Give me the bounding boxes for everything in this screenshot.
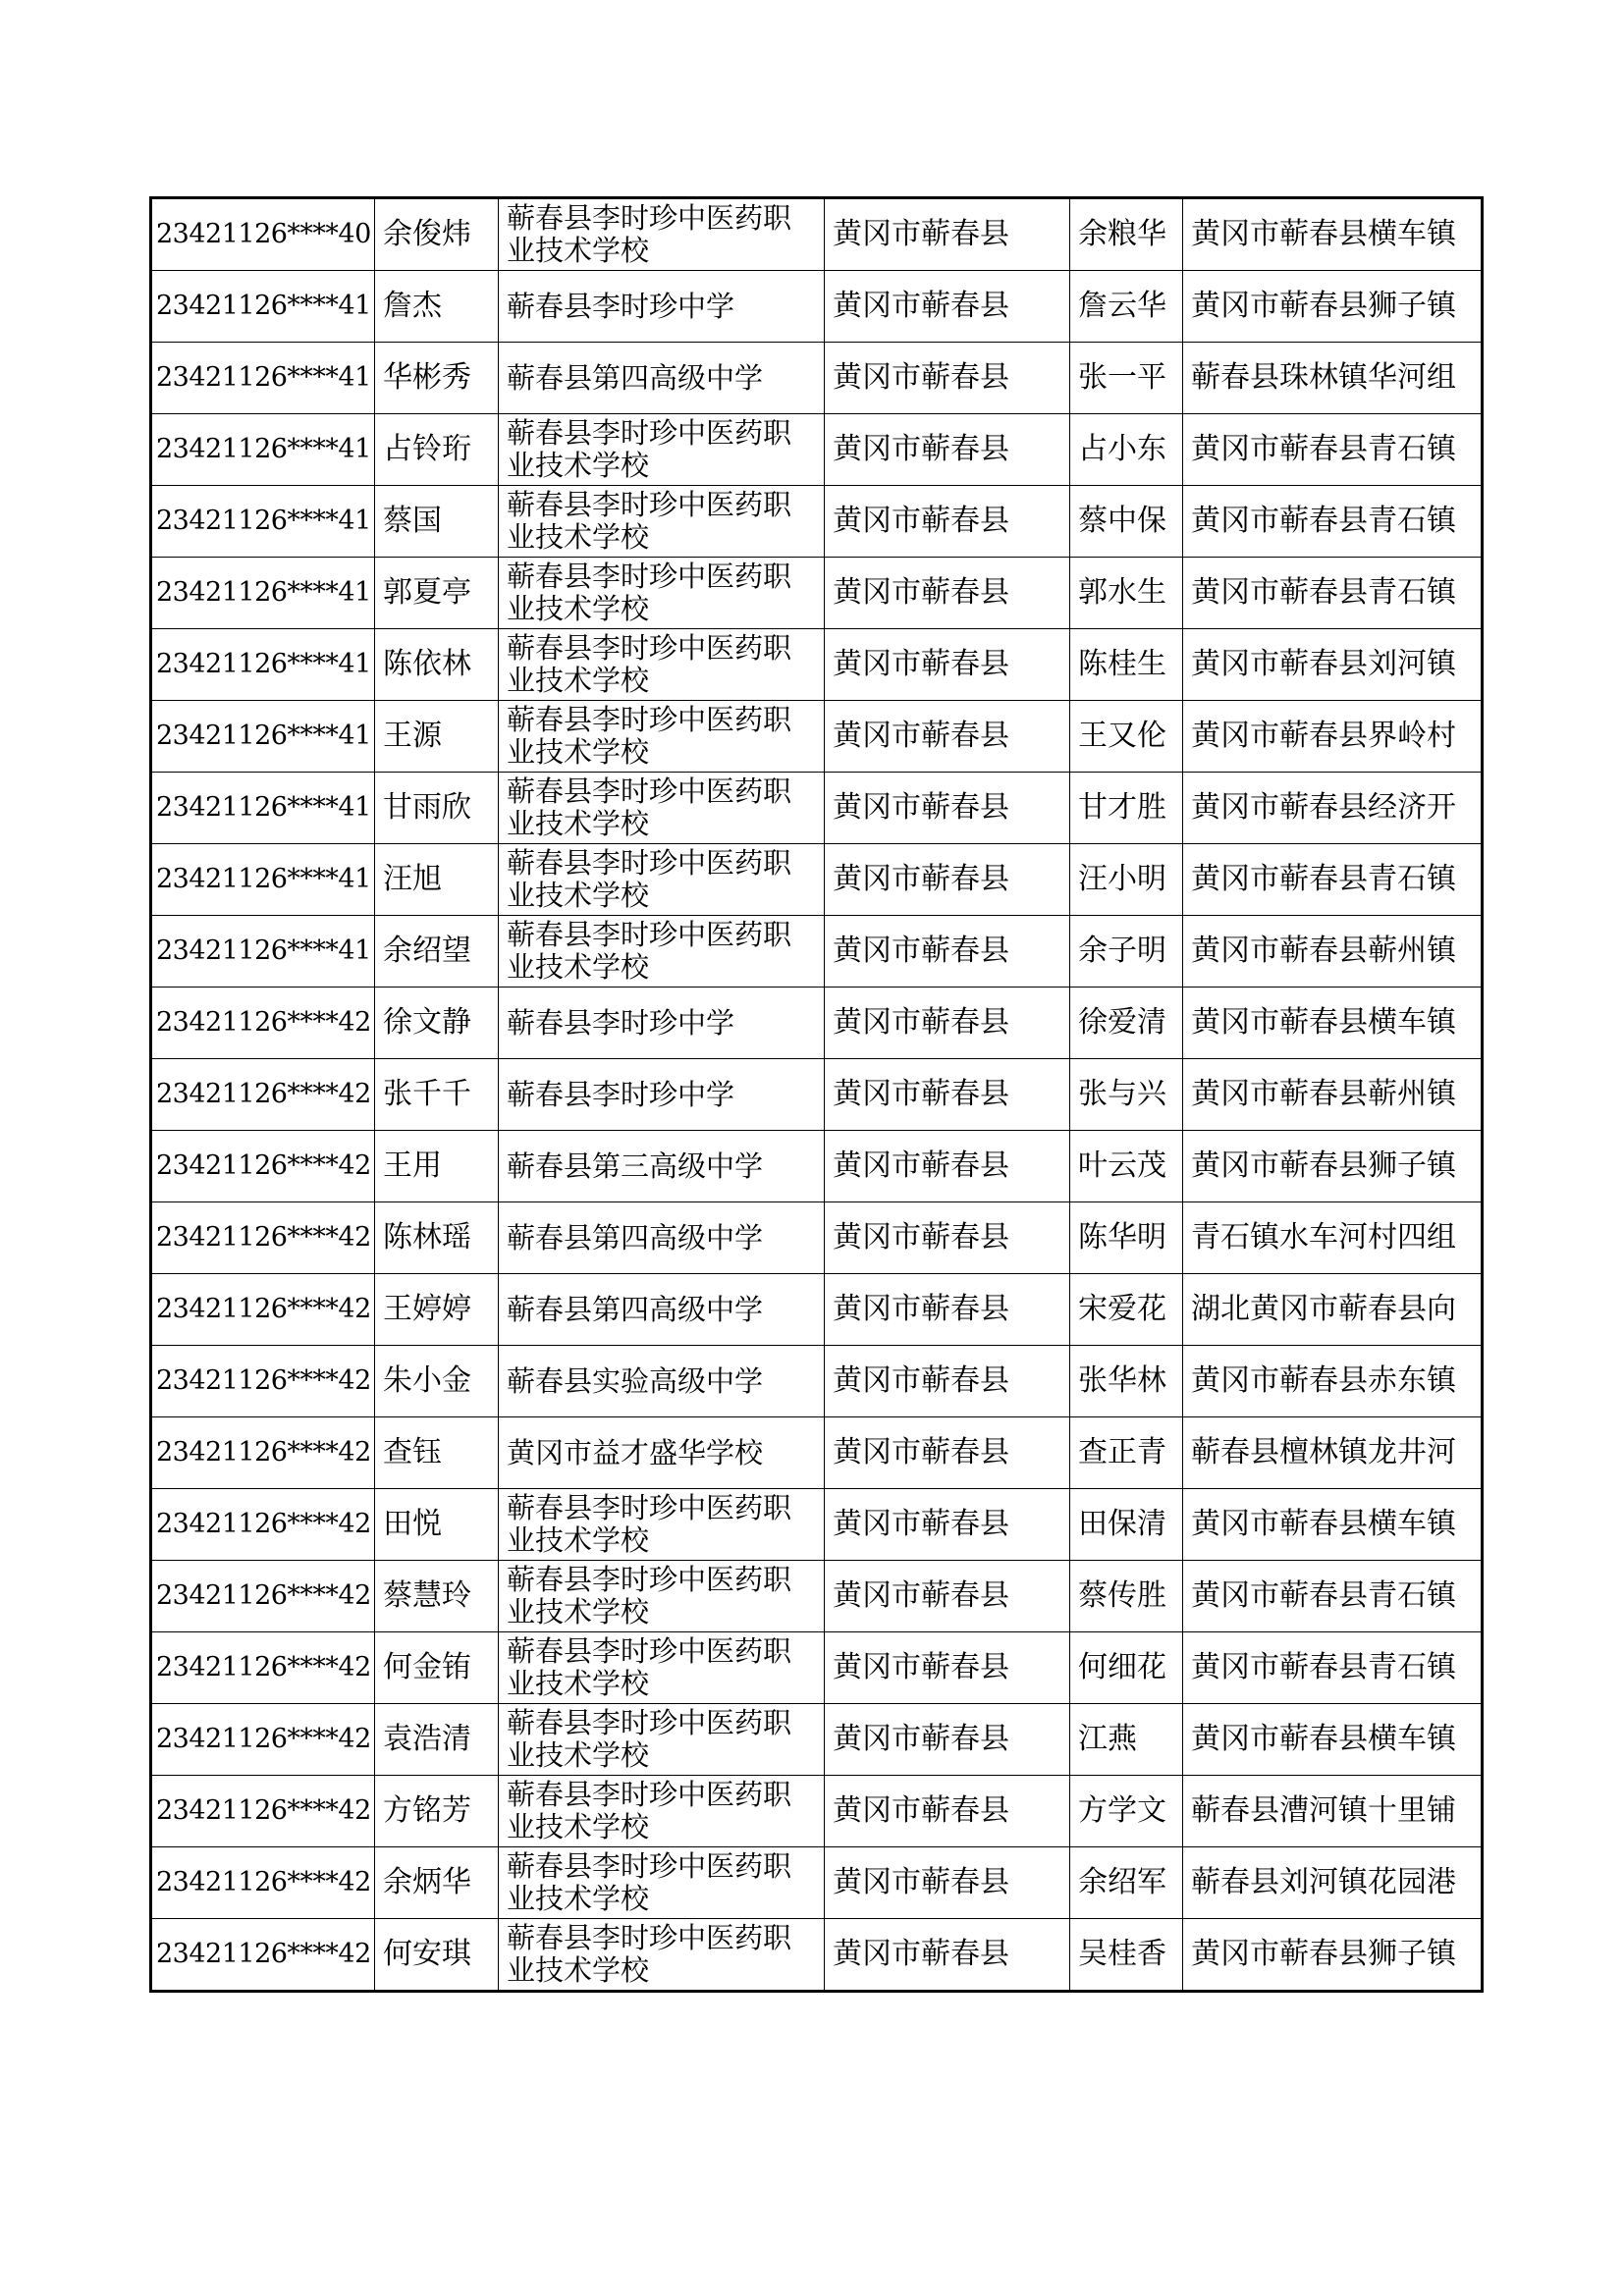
name-cell: 朱小金 xyxy=(375,1346,499,1417)
address-cell: 蕲春县珠林镇华河组 xyxy=(1183,343,1483,414)
table-row xyxy=(151,1131,1483,1202)
guardian-cell: 汪小明 xyxy=(1070,844,1183,916)
name-cell: 陈林瑶 xyxy=(375,1202,499,1274)
school-cell: 蕲春县李时珍中医药职业技术学校 xyxy=(499,486,825,558)
name-cell: 余炳华 xyxy=(375,1847,499,1919)
address-cell: 黄冈市蕲春县横车镇 xyxy=(1183,988,1483,1059)
table-row xyxy=(151,1202,1483,1274)
table-row xyxy=(151,1632,1483,1704)
region-cell: 黄冈市蕲春县 xyxy=(825,414,1070,486)
table-row xyxy=(151,1704,1483,1776)
id-cell: 23421126****41 xyxy=(151,414,375,486)
address-cell: 黄冈市蕲春县青石镇 xyxy=(1183,486,1483,558)
school-cell: 蕲春县李时珍中学 xyxy=(499,988,825,1059)
address-cell: 黄冈市蕲春县狮子镇 xyxy=(1183,271,1483,343)
guardian-cell: 陈桂生 xyxy=(1070,629,1183,701)
id-cell: 23421126****42 xyxy=(151,1704,375,1776)
region-cell: 黄冈市蕲春县 xyxy=(825,558,1070,629)
region-cell: 黄冈市蕲春县 xyxy=(825,1561,1070,1632)
guardian-cell: 王又伦 xyxy=(1070,701,1183,773)
school-cell: 蕲春县李时珍中医药职业技术学校 xyxy=(499,1847,825,1919)
address-cell: 黄冈市蕲春县狮子镇 xyxy=(1183,1131,1483,1202)
region-cell: 黄冈市蕲春县 xyxy=(825,1847,1070,1919)
region-cell: 黄冈市蕲春县 xyxy=(825,1919,1070,1992)
name-cell: 张千千 xyxy=(375,1059,499,1131)
name-cell: 华彬秀 xyxy=(375,343,499,414)
table-row xyxy=(151,1417,1483,1489)
address-cell: 黄冈市蕲春县青石镇 xyxy=(1183,1561,1483,1632)
id-cell: 23421126****41 xyxy=(151,558,375,629)
student-table xyxy=(149,196,1484,1993)
name-cell: 蔡慧玲 xyxy=(375,1561,499,1632)
address-cell: 青石镇水车河村四组 xyxy=(1183,1202,1483,1274)
school-cell: 蕲春县李时珍中医药职业技术学校 xyxy=(499,916,825,988)
region-cell: 黄冈市蕲春县 xyxy=(825,1632,1070,1704)
name-cell: 陈依林 xyxy=(375,629,499,701)
id-cell: 23421126****42 xyxy=(151,1417,375,1489)
address-cell: 蕲春县檀林镇龙井河 xyxy=(1183,1417,1483,1489)
region-cell: 黄冈市蕲春县 xyxy=(825,773,1070,844)
region-cell: 黄冈市蕲春县 xyxy=(825,1346,1070,1417)
name-cell: 何金铕 xyxy=(375,1632,499,1704)
table-row xyxy=(151,629,1483,701)
id-cell: 23421126****42 xyxy=(151,1489,375,1561)
address-cell: 黄冈市蕲春县赤东镇 xyxy=(1183,1346,1483,1417)
guardian-cell: 查正青 xyxy=(1070,1417,1183,1489)
name-cell: 甘雨欣 xyxy=(375,773,499,844)
guardian-cell: 蔡中保 xyxy=(1070,486,1183,558)
school-cell: 蕲春县李时珍中学 xyxy=(499,271,825,343)
region-cell: 黄冈市蕲春县 xyxy=(825,486,1070,558)
name-cell: 余俊炜 xyxy=(375,198,499,271)
name-cell: 王用 xyxy=(375,1131,499,1202)
guardian-cell: 张与兴 xyxy=(1070,1059,1183,1131)
guardian-cell: 何细花 xyxy=(1070,1632,1183,1704)
address-cell: 蕲春县漕河镇十里铺 xyxy=(1183,1776,1483,1847)
guardian-cell: 甘才胜 xyxy=(1070,773,1183,844)
region-cell: 黄冈市蕲春县 xyxy=(825,198,1070,271)
school-cell: 蕲春县李时珍中医药职业技术学校 xyxy=(499,773,825,844)
table-row xyxy=(151,1847,1483,1919)
guardian-cell: 田保清 xyxy=(1070,1489,1183,1561)
guardian-cell: 江燕 xyxy=(1070,1704,1183,1776)
id-cell: 23421126****41 xyxy=(151,916,375,988)
guardian-cell: 郭水生 xyxy=(1070,558,1183,629)
region-cell: 黄冈市蕲春县 xyxy=(825,988,1070,1059)
region-cell: 黄冈市蕲春县 xyxy=(825,1489,1070,1561)
name-cell: 余绍望 xyxy=(375,916,499,988)
id-cell: 23421126****41 xyxy=(151,271,375,343)
address-cell: 黄冈市蕲春县青石镇 xyxy=(1183,1632,1483,1704)
region-cell: 黄冈市蕲春县 xyxy=(825,1776,1070,1847)
region-cell: 黄冈市蕲春县 xyxy=(825,629,1070,701)
id-cell: 23421126****42 xyxy=(151,1776,375,1847)
guardian-cell: 徐爱清 xyxy=(1070,988,1183,1059)
school-cell: 蕲春县李时珍中医药职业技术学校 xyxy=(499,198,825,271)
table-row xyxy=(151,1274,1483,1346)
address-cell: 黄冈市蕲春县青石镇 xyxy=(1183,844,1483,916)
region-cell: 黄冈市蕲春县 xyxy=(825,1274,1070,1346)
school-cell: 蕲春县第四高级中学 xyxy=(499,1202,825,1274)
school-cell: 蕲春县李时珍中医药职业技术学校 xyxy=(499,1632,825,1704)
school-cell: 蕲春县李时珍中医药职业技术学校 xyxy=(499,1776,825,1847)
region-cell: 黄冈市蕲春县 xyxy=(825,701,1070,773)
guardian-cell: 占小东 xyxy=(1070,414,1183,486)
region-cell: 黄冈市蕲春县 xyxy=(825,343,1070,414)
school-cell: 黄冈市益才盛华学校 xyxy=(499,1417,825,1489)
table-row xyxy=(151,1489,1483,1561)
id-cell: 23421126****42 xyxy=(151,1059,375,1131)
region-cell: 黄冈市蕲春县 xyxy=(825,916,1070,988)
id-cell: 23421126****41 xyxy=(151,844,375,916)
address-cell: 黄冈市蕲春县界岭村 xyxy=(1183,701,1483,773)
region-cell: 黄冈市蕲春县 xyxy=(825,844,1070,916)
region-cell: 黄冈市蕲春县 xyxy=(825,1704,1070,1776)
name-cell: 王婷婷 xyxy=(375,1274,499,1346)
school-cell: 蕲春县李时珍中学 xyxy=(499,1059,825,1131)
address-cell: 黄冈市蕲春县青石镇 xyxy=(1183,558,1483,629)
table-row xyxy=(151,414,1483,486)
address-cell: 黄冈市蕲春县蕲州镇 xyxy=(1183,916,1483,988)
name-cell: 汪旭 xyxy=(375,844,499,916)
guardian-cell: 余粮华 xyxy=(1070,198,1183,271)
id-cell: 23421126****42 xyxy=(151,1919,375,1992)
id-cell: 23421126****42 xyxy=(151,1847,375,1919)
school-cell: 蕲春县李时珍中医药职业技术学校 xyxy=(499,844,825,916)
school-cell: 蕲春县李时珍中医药职业技术学校 xyxy=(499,629,825,701)
address-cell: 黄冈市蕲春县经济开 xyxy=(1183,773,1483,844)
name-cell: 何安琪 xyxy=(375,1919,499,1992)
id-cell: 23421126****41 xyxy=(151,486,375,558)
table-row xyxy=(151,773,1483,844)
guardian-cell: 宋爱花 xyxy=(1070,1274,1183,1346)
name-cell: 郭夏亭 xyxy=(375,558,499,629)
table-row xyxy=(151,701,1483,773)
name-cell: 方铭芳 xyxy=(375,1776,499,1847)
table-row xyxy=(151,558,1483,629)
address-cell: 黄冈市蕲春县蕲州镇 xyxy=(1183,1059,1483,1131)
id-cell: 23421126****42 xyxy=(151,1202,375,1274)
id-cell: 23421126****41 xyxy=(151,773,375,844)
school-cell: 蕲春县实验高级中学 xyxy=(499,1346,825,1417)
name-cell: 袁浩清 xyxy=(375,1704,499,1776)
id-cell: 23421126****42 xyxy=(151,1561,375,1632)
address-cell: 黄冈市蕲春县青石镇 xyxy=(1183,414,1483,486)
table-row xyxy=(151,1776,1483,1847)
id-cell: 23421126****41 xyxy=(151,343,375,414)
address-cell: 黄冈市蕲春县狮子镇 xyxy=(1183,1919,1483,1992)
table-body xyxy=(151,198,1483,1992)
id-cell: 23421126****42 xyxy=(151,1632,375,1704)
school-cell: 蕲春县第三高级中学 xyxy=(499,1131,825,1202)
id-cell: 23421126****42 xyxy=(151,1274,375,1346)
school-cell: 蕲春县李时珍中医药职业技术学校 xyxy=(499,1704,825,1776)
id-cell: 23421126****40 xyxy=(151,198,375,271)
name-cell: 蔡国 xyxy=(375,486,499,558)
guardian-cell: 张华林 xyxy=(1070,1346,1183,1417)
table-row xyxy=(151,271,1483,343)
guardian-cell: 詹云华 xyxy=(1070,271,1183,343)
address-cell: 湖北黄冈市蕲春县向 xyxy=(1183,1274,1483,1346)
table-row xyxy=(151,1919,1483,1992)
name-cell: 占铃珩 xyxy=(375,414,499,486)
id-cell: 23421126****41 xyxy=(151,701,375,773)
table-row xyxy=(151,844,1483,916)
school-cell: 蕲春县李时珍中医药职业技术学校 xyxy=(499,1919,825,1992)
name-cell: 田悦 xyxy=(375,1489,499,1561)
address-cell: 黄冈市蕲春县刘河镇 xyxy=(1183,629,1483,701)
school-cell: 蕲春县李时珍中医药职业技术学校 xyxy=(499,1489,825,1561)
table-row xyxy=(151,1059,1483,1131)
school-cell: 蕲春县第四高级中学 xyxy=(499,343,825,414)
guardian-cell: 方学文 xyxy=(1070,1776,1183,1847)
name-cell: 王源 xyxy=(375,701,499,773)
name-cell: 徐文静 xyxy=(375,988,499,1059)
address-cell: 蕲春县刘河镇花园港 xyxy=(1183,1847,1483,1919)
guardian-cell: 吴桂香 xyxy=(1070,1919,1183,1992)
id-cell: 23421126****42 xyxy=(151,988,375,1059)
address-cell: 黄冈市蕲春县横车镇 xyxy=(1183,1704,1483,1776)
guardian-cell: 蔡传胜 xyxy=(1070,1561,1183,1632)
table-row xyxy=(151,486,1483,558)
guardian-cell: 余绍军 xyxy=(1070,1847,1183,1919)
table-row xyxy=(151,988,1483,1059)
region-cell: 黄冈市蕲春县 xyxy=(825,1059,1070,1131)
name-cell: 查钰 xyxy=(375,1417,499,1489)
name-cell: 詹杰 xyxy=(375,271,499,343)
region-cell: 黄冈市蕲春县 xyxy=(825,1131,1070,1202)
guardian-cell: 叶云茂 xyxy=(1070,1131,1183,1202)
id-cell: 23421126****41 xyxy=(151,629,375,701)
table-row xyxy=(151,1561,1483,1632)
school-cell: 蕲春县李时珍中医药职业技术学校 xyxy=(499,1561,825,1632)
region-cell: 黄冈市蕲春县 xyxy=(825,1202,1070,1274)
school-cell: 蕲春县李时珍中医药职业技术学校 xyxy=(499,414,825,486)
school-cell: 蕲春县李时珍中医药职业技术学校 xyxy=(499,701,825,773)
school-cell: 蕲春县李时珍中医药职业技术学校 xyxy=(499,558,825,629)
school-cell: 蕲春县第四高级中学 xyxy=(499,1274,825,1346)
table-row xyxy=(151,916,1483,988)
guardian-cell: 陈华明 xyxy=(1070,1202,1183,1274)
table-row xyxy=(151,198,1483,271)
id-cell: 23421126****42 xyxy=(151,1131,375,1202)
guardian-cell: 张一平 xyxy=(1070,343,1183,414)
address-cell: 黄冈市蕲春县横车镇 xyxy=(1183,1489,1483,1561)
region-cell: 黄冈市蕲春县 xyxy=(825,271,1070,343)
id-cell: 23421126****42 xyxy=(151,1346,375,1417)
table-row xyxy=(151,343,1483,414)
table-row xyxy=(151,1346,1483,1417)
address-cell: 黄冈市蕲春县横车镇 xyxy=(1183,198,1483,271)
guardian-cell: 余子明 xyxy=(1070,916,1183,988)
region-cell: 黄冈市蕲春县 xyxy=(825,1417,1070,1489)
